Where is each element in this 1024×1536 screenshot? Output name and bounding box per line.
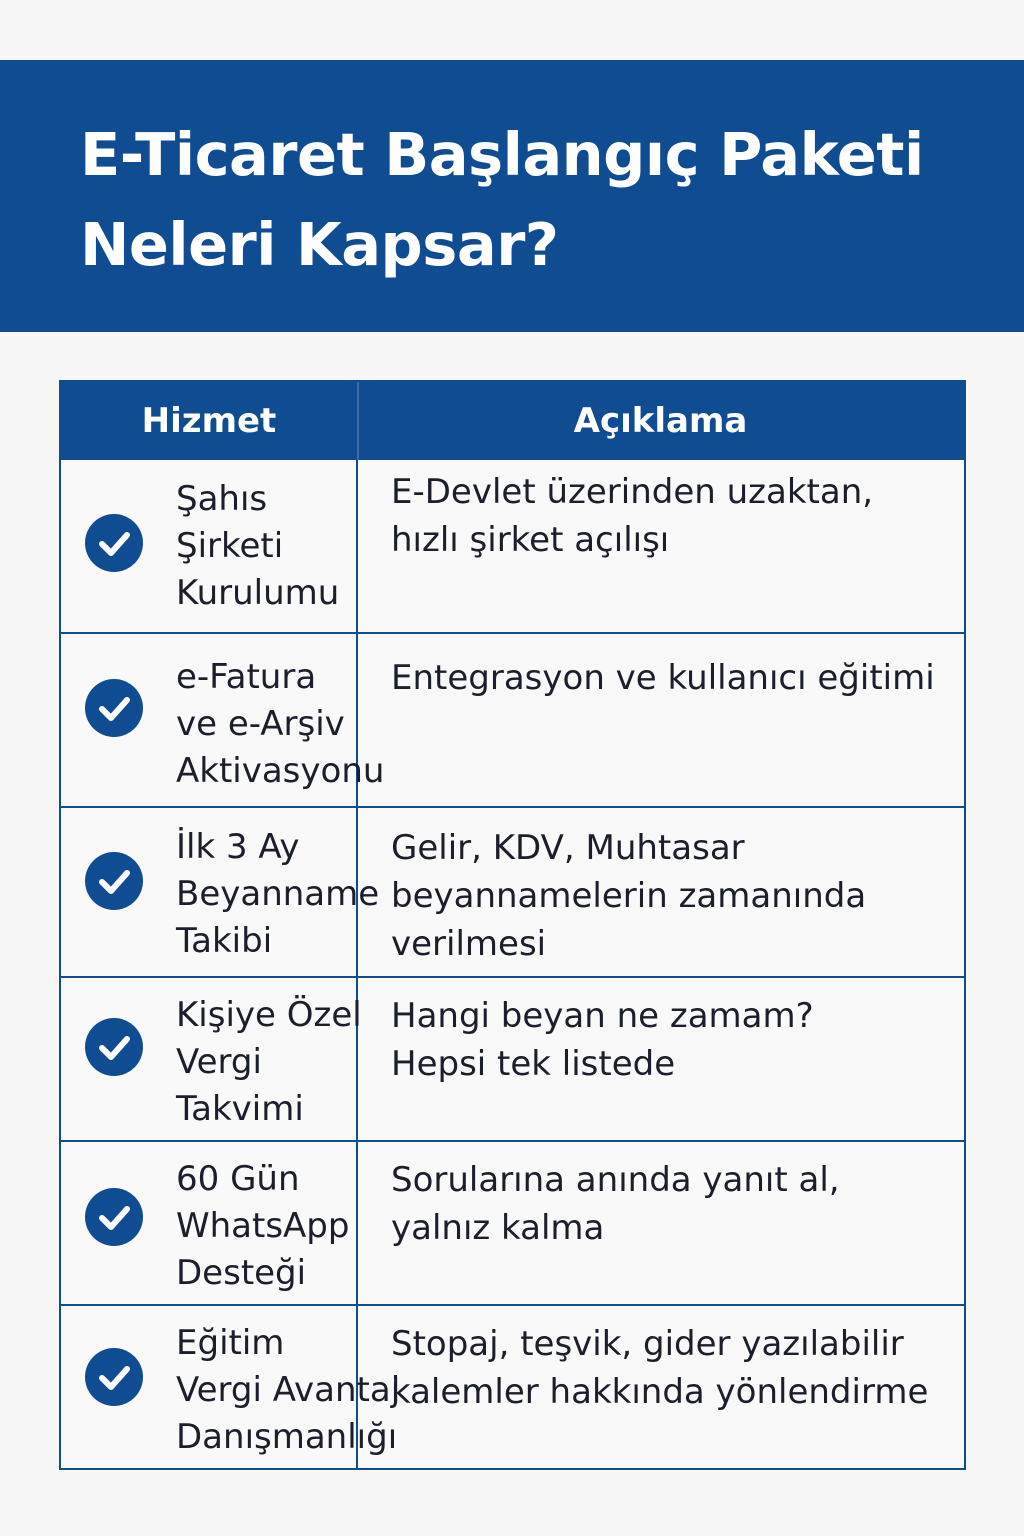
description-line: Hepsi tek listede [391,1044,676,1084]
service-line: ve e-Arşiv [176,704,345,744]
check-circle-icon [85,1348,143,1406]
service-line: 60 Gün [176,1159,300,1199]
page-title-line-1: E-Ticaret Başlangıç Paketi [80,120,924,189]
service-description [391,824,866,968]
description-line: Sorularına anında yanıt al, [391,1160,840,1200]
description-line: Entegrasyon ve kullanıcı eğitimi [391,658,935,698]
service-line: Vergi Avantaj [176,1370,401,1410]
service-line: Aktivasyonu [176,751,385,791]
service-description [391,468,873,564]
service-description [391,992,814,1088]
description-line: kalemler hakkında yönlendirme [391,1372,929,1412]
table-header [61,382,964,460]
description-line: E-Devlet üzerinden uzaktan, [391,472,874,512]
service-line: Danışmanlığı [176,1417,398,1457]
table-row [61,1304,964,1468]
service-description [391,1320,928,1416]
check-circle-icon [85,514,143,572]
service-line: İlk 3 Ay [176,827,300,867]
description-line: verilmesi [391,924,547,964]
service-name [176,654,384,795]
service-name [176,824,379,965]
service-line: Kurulumu [176,573,340,613]
service-line: Eğitim [176,1323,285,1363]
service-name [176,1320,400,1461]
title-banner [0,60,1024,332]
service-line: e-Fatura [176,657,317,697]
service-line: Beyanname [176,874,380,914]
description-line: Stopaj, teşvik, gider yazılabilir [391,1324,904,1364]
table-row [61,976,964,1140]
column-header-description: Açıklama [573,401,748,441]
check-circle-icon [85,1018,143,1076]
service-description [391,654,935,702]
service-line: Desteği [176,1253,307,1293]
check-circle-icon [85,679,143,737]
service-name [176,476,339,617]
page-title [80,110,1024,290]
table-row [61,632,964,806]
description-line: Hangi beyan ne zamam? [391,996,814,1036]
service-name [176,1156,349,1297]
service-line: Takvimi [176,1089,304,1129]
description-line: beyannamelerin zamanında [391,876,867,916]
table-row [61,460,964,632]
service-line: Şirketi [176,526,284,566]
description-line: Gelir, KDV, Muhtasar [391,828,745,868]
check-circle-icon [85,1188,143,1246]
service-line: Takibi [176,921,273,961]
service-line: Vergi [176,1042,262,1082]
description-line: yalnız kalma [391,1208,605,1248]
page-title-line-2: Neleri Kapsar? [80,210,559,279]
service-line: WhatsApp [176,1206,350,1246]
table-row [61,806,964,976]
service-name [176,992,362,1133]
description-line: hızlı şirket açılışı [391,520,670,560]
column-header-service: Hizmet [141,401,277,441]
table-row [61,1140,964,1304]
service-description [391,1156,840,1252]
service-line: Şahıs [176,479,268,519]
services-table [59,380,966,1470]
service-line: Kişiye Özel [176,995,362,1035]
check-circle-icon [85,852,143,910]
